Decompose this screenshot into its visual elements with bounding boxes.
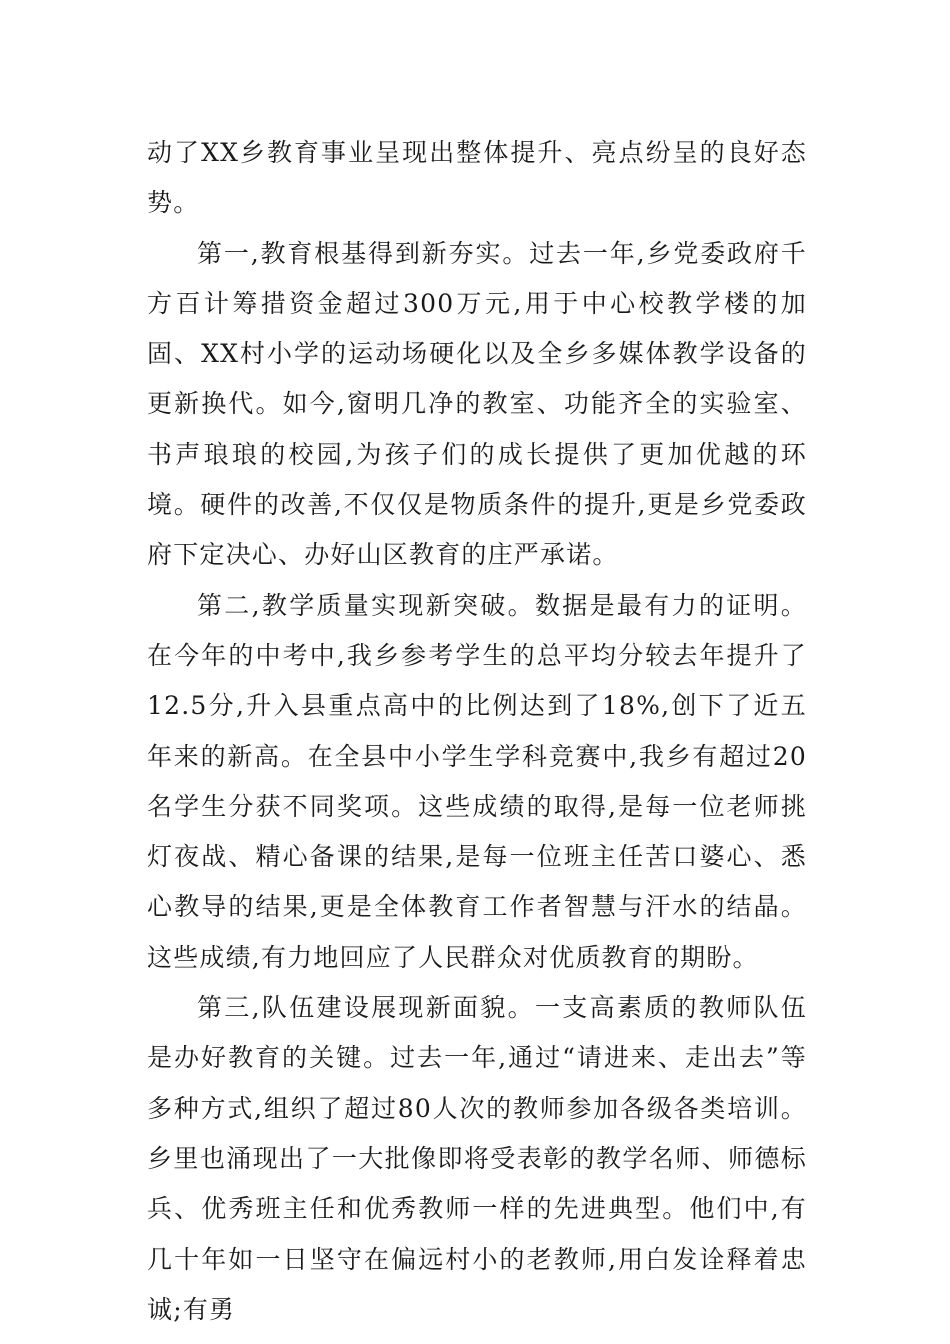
paragraph-team-building: 第三,队伍建设展现新面貌。一支高素质的教师队伍是办好教育的关键。过去一年,通过“请进来、走出去”等多种方式,组织了超过80人次的教师参加各级各类培训。乡里也涌现出了一大批像即将受表彰的教学名师、师德标兵、优秀班主任和优秀教师一样的先进典型。他们中,有几十年如一日坚守在偏远村小的老教师,用白发诠释着忠诚;有勇 bbox=[147, 993, 807, 1324]
paragraph-continuation: 动了XX乡教育事业呈现出整体提升、亮点纷呈的良好态势。 bbox=[147, 138, 807, 218]
paragraph-teaching-quality: 第二,教学质量实现新突破。数据是最有力的证明。在今年的中考中,我乡参考学生的总平均分较去年提升了12.5分,升入县重点高中的比例达到了18%,创下了近五年来的新高。在全县中小学生学科竞赛中,我乡有超过20名学生分获不同奖项。这些成绩的取得,是每一位老师挑灯夜战、精心备课的结果,是每一位班主任苦口婆心、悉心教导的结果,更是全体教育工作者智慧与汗水的结晶。这些成绩,有力地回应了人民群众对优质教育的期盼。 bbox=[147, 590, 807, 972]
document-body bbox=[147, 128, 807, 1335]
paragraph-education-foundation: 第一,教育根基得到新夯实。过去一年,乡党委政府千方百计筹措资金超过300万元,用于中心校教学楼的加固、XX村小学的运动场硬化以及全乡多媒体教学设备的更新换代。如今,窗明几净的教室、功能齐全的实验室、书声琅琅的校园,为孩子们的成长提供了更加优越的环境。硬件的改善,不仅仅是物质条件的提升,更是乡党委政府下定决心、办好山区教育的庄严承诺。 bbox=[147, 238, 807, 570]
